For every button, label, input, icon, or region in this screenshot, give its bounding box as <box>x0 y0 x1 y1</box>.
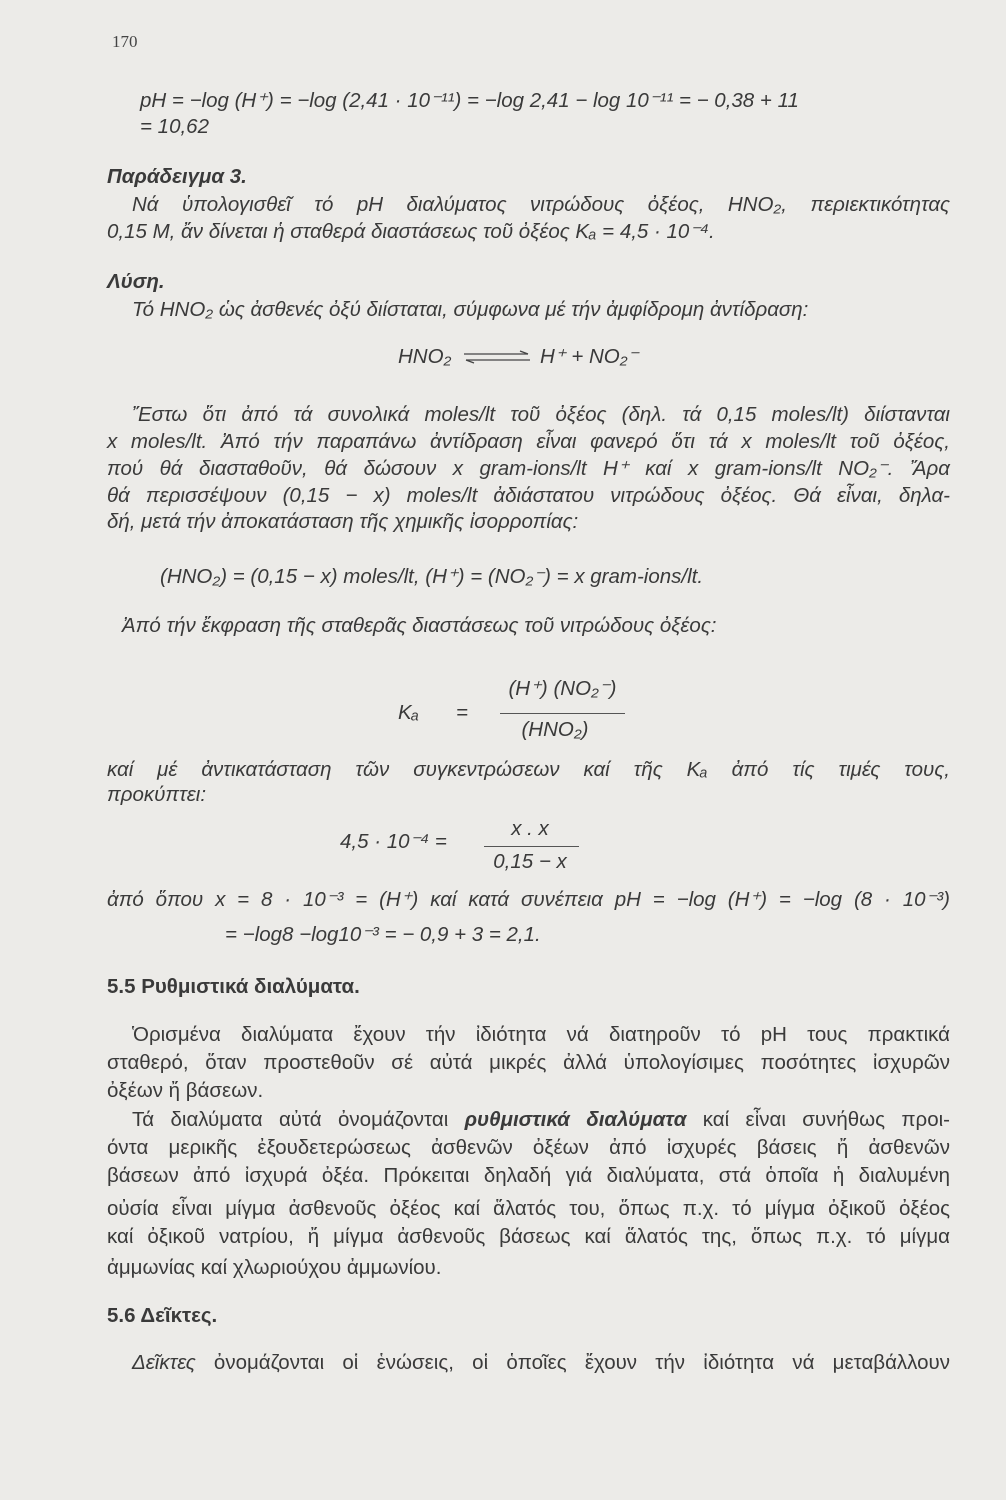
paragraph-line: θά περισσέψουν (0,15 − x) moles/lt ἀδιάστατου νιτρώδους ὀξέος. Θά εἶναι, δηλα- <box>107 484 950 507</box>
example-title: Παράδειγμα 3. <box>107 165 247 188</box>
section-heading-5-5: 5.5 Ρυθμιστικά διαλύματα. <box>107 975 360 998</box>
section-heading-5-6: 5.6 Δεῖκτες. <box>107 1304 218 1327</box>
paragraph-line: x moles/lt. Ἀπό τήν παραπάνω ἀντίδραση εἶναι φανερό ὅτι τά x moles/lt τοῦ ὀξέος, <box>107 430 950 453</box>
defined-term: Δεῖκτες <box>132 1351 196 1374</box>
solution-title: Λύση. <box>107 270 165 293</box>
example-line: Νά ὑπολογισθεῖ τό pH διαλύματος νιτρώδους ὀξέος, HNO₂, περιεκτικότητας <box>132 193 950 216</box>
ph-calculation-line-1: pH = −log (H⁺) = −log (2,41 · 10⁻¹¹) = −log 2,41 − log 10⁻¹¹ = − 0,38 + 11 <box>140 89 799 112</box>
eq2-numerator: x . x <box>511 817 549 840</box>
result-line: ἀπό ὅπου x = 8 · 10⁻³ = (H⁺) καί κατά συνέπεια pH = −log (H⁺) = −log (8 · 10⁻³) <box>107 888 950 911</box>
fraction-bar <box>484 846 579 847</box>
paragraph-line: Ἔστω ὅτι ἀπό τά συνολικά moles/lt τοῦ ὀξέος (δηλ. τά 0,15 moles/lt) διίστανται <box>132 403 950 426</box>
paragraph-line: Ὁρισμένα διαλύματα ἔχουν τήν ἰδιότητα νά διατηροῦν τό pH τους πρακτικά <box>132 1023 950 1046</box>
equilibrium-concentrations: (HNO₂) = (0,15 − x) moles/lt, (H⁺) = (NO₂⁻) = x gram-ions/lt. <box>160 565 704 588</box>
ka-lhs: Kₐ <box>398 701 420 724</box>
paragraph-line: οὐσία εἶναι μίγμα ἀσθενοῦς ὀξέος καί ἅλατός του, ὅπως π.χ. τό μίγμα ὀξικοῦ ὀξέος <box>107 1197 950 1220</box>
fraction-bar <box>500 713 625 714</box>
page-number: 170 <box>112 32 138 51</box>
result-line: = −log8 −log10⁻³ = − 0,9 + 3 = 2,1. <box>225 923 541 946</box>
paragraph-line: ἀμμωνίας καί χλωριούχου ἀμμωνίου. <box>107 1256 442 1279</box>
reaction-left: HNO₂ <box>398 345 452 368</box>
paragraph-line <box>132 1350 950 1376</box>
paragraph-line: ὀξέων ἤ βάσεων. <box>107 1079 264 1102</box>
ka-denominator: (HNO₂) <box>521 718 589 741</box>
ph-calculation-line-2: = 10,62 <box>140 115 209 138</box>
emphasized-term: ρυθμιστικά διαλύματα <box>464 1108 687 1131</box>
eq2-lhs: 4,5 · 10⁻⁴ = <box>340 830 447 853</box>
eq2-denominator: 0,15 − x <box>493 850 567 873</box>
reaction-right: H⁺ + NO₂⁻ <box>540 345 639 368</box>
text: ὀνομάζονται οἱ ἑνώσεις, οἱ ὁποῖες ἔχουν τήν ἰδιότητα νά μεταβάλλουν <box>195 1351 950 1374</box>
example-line: 0,15 M, ἄν δίνεται ἡ σταθερά διαστάσεως τοῦ ὀξέος Kₐ = 4,5 · 10⁻⁴. <box>107 220 715 243</box>
equilibrium-arrow-icon <box>462 350 532 364</box>
ka-numerator: (H⁺) (NO₂⁻) <box>508 677 617 700</box>
solution-intro: Τό HNO₂ ὡς ἀσθενές ὀξύ διίσταται, σύμφωνα μέ τήν ἀμφίδρομη ἀντίδραση: <box>132 298 809 321</box>
paragraph-line: όντα μερικῆς ἐξουδετερώσεως ἀσθενῶν ὀξέων ἀπό ἰσχυρές βάσεις ἤ ἀσθενῶν <box>107 1136 950 1159</box>
paragraph-line: καί ὀξικοῦ νατρίου, ἤ μίγμα ἀσθενοῦς βάσεως καί ἅλατός της, ὅπως π.χ. τό μίγμα <box>107 1225 950 1248</box>
paragraph-line <box>132 1107 950 1133</box>
text: καί εἶναι συνήθως προι- <box>686 1108 950 1131</box>
paragraph-line: δή, μετά τήν ἀποκατάσταση τῆς χημικῆς ἰσορροπίας: <box>107 510 579 533</box>
paragraph-line: καί μέ ἀντικατάσταση τῶν συγκεντρώσεων καί τῆς Kₐ ἀπό τίς τιμές τους, <box>107 758 950 781</box>
ka-equals: = <box>456 701 468 724</box>
text: Τά διαλύματα αὐτά ὀνομάζονται <box>132 1108 465 1131</box>
paragraph-line: προκύπτει: <box>107 783 207 806</box>
paragraph-line: σταθερό, ὅταν προστεθοῦν σέ αὐτά μικρές ἀλλά ὑπολογίσιμες ποσότητες ἰσχυρῶν <box>107 1051 950 1074</box>
expression-intro: Ἀπό τήν ἔκφραση τῆς σταθερᾶς διαστάσεως τοῦ νιτρώδους ὀξέος: <box>122 614 717 637</box>
paragraph-line: βάσεων ἀπό ἰσχυρά ὀξέα. Πρόκειται δηλαδή γιά διαλύματα, στά ὁποῖα ἡ διαλυμένη <box>107 1164 950 1187</box>
paragraph-line: πού θά διασταθοῦν, θά δώσουν x gram-ions/lt H⁺ καί x gram-ions/lt NO₂⁻. Ἄρα <box>107 457 950 480</box>
